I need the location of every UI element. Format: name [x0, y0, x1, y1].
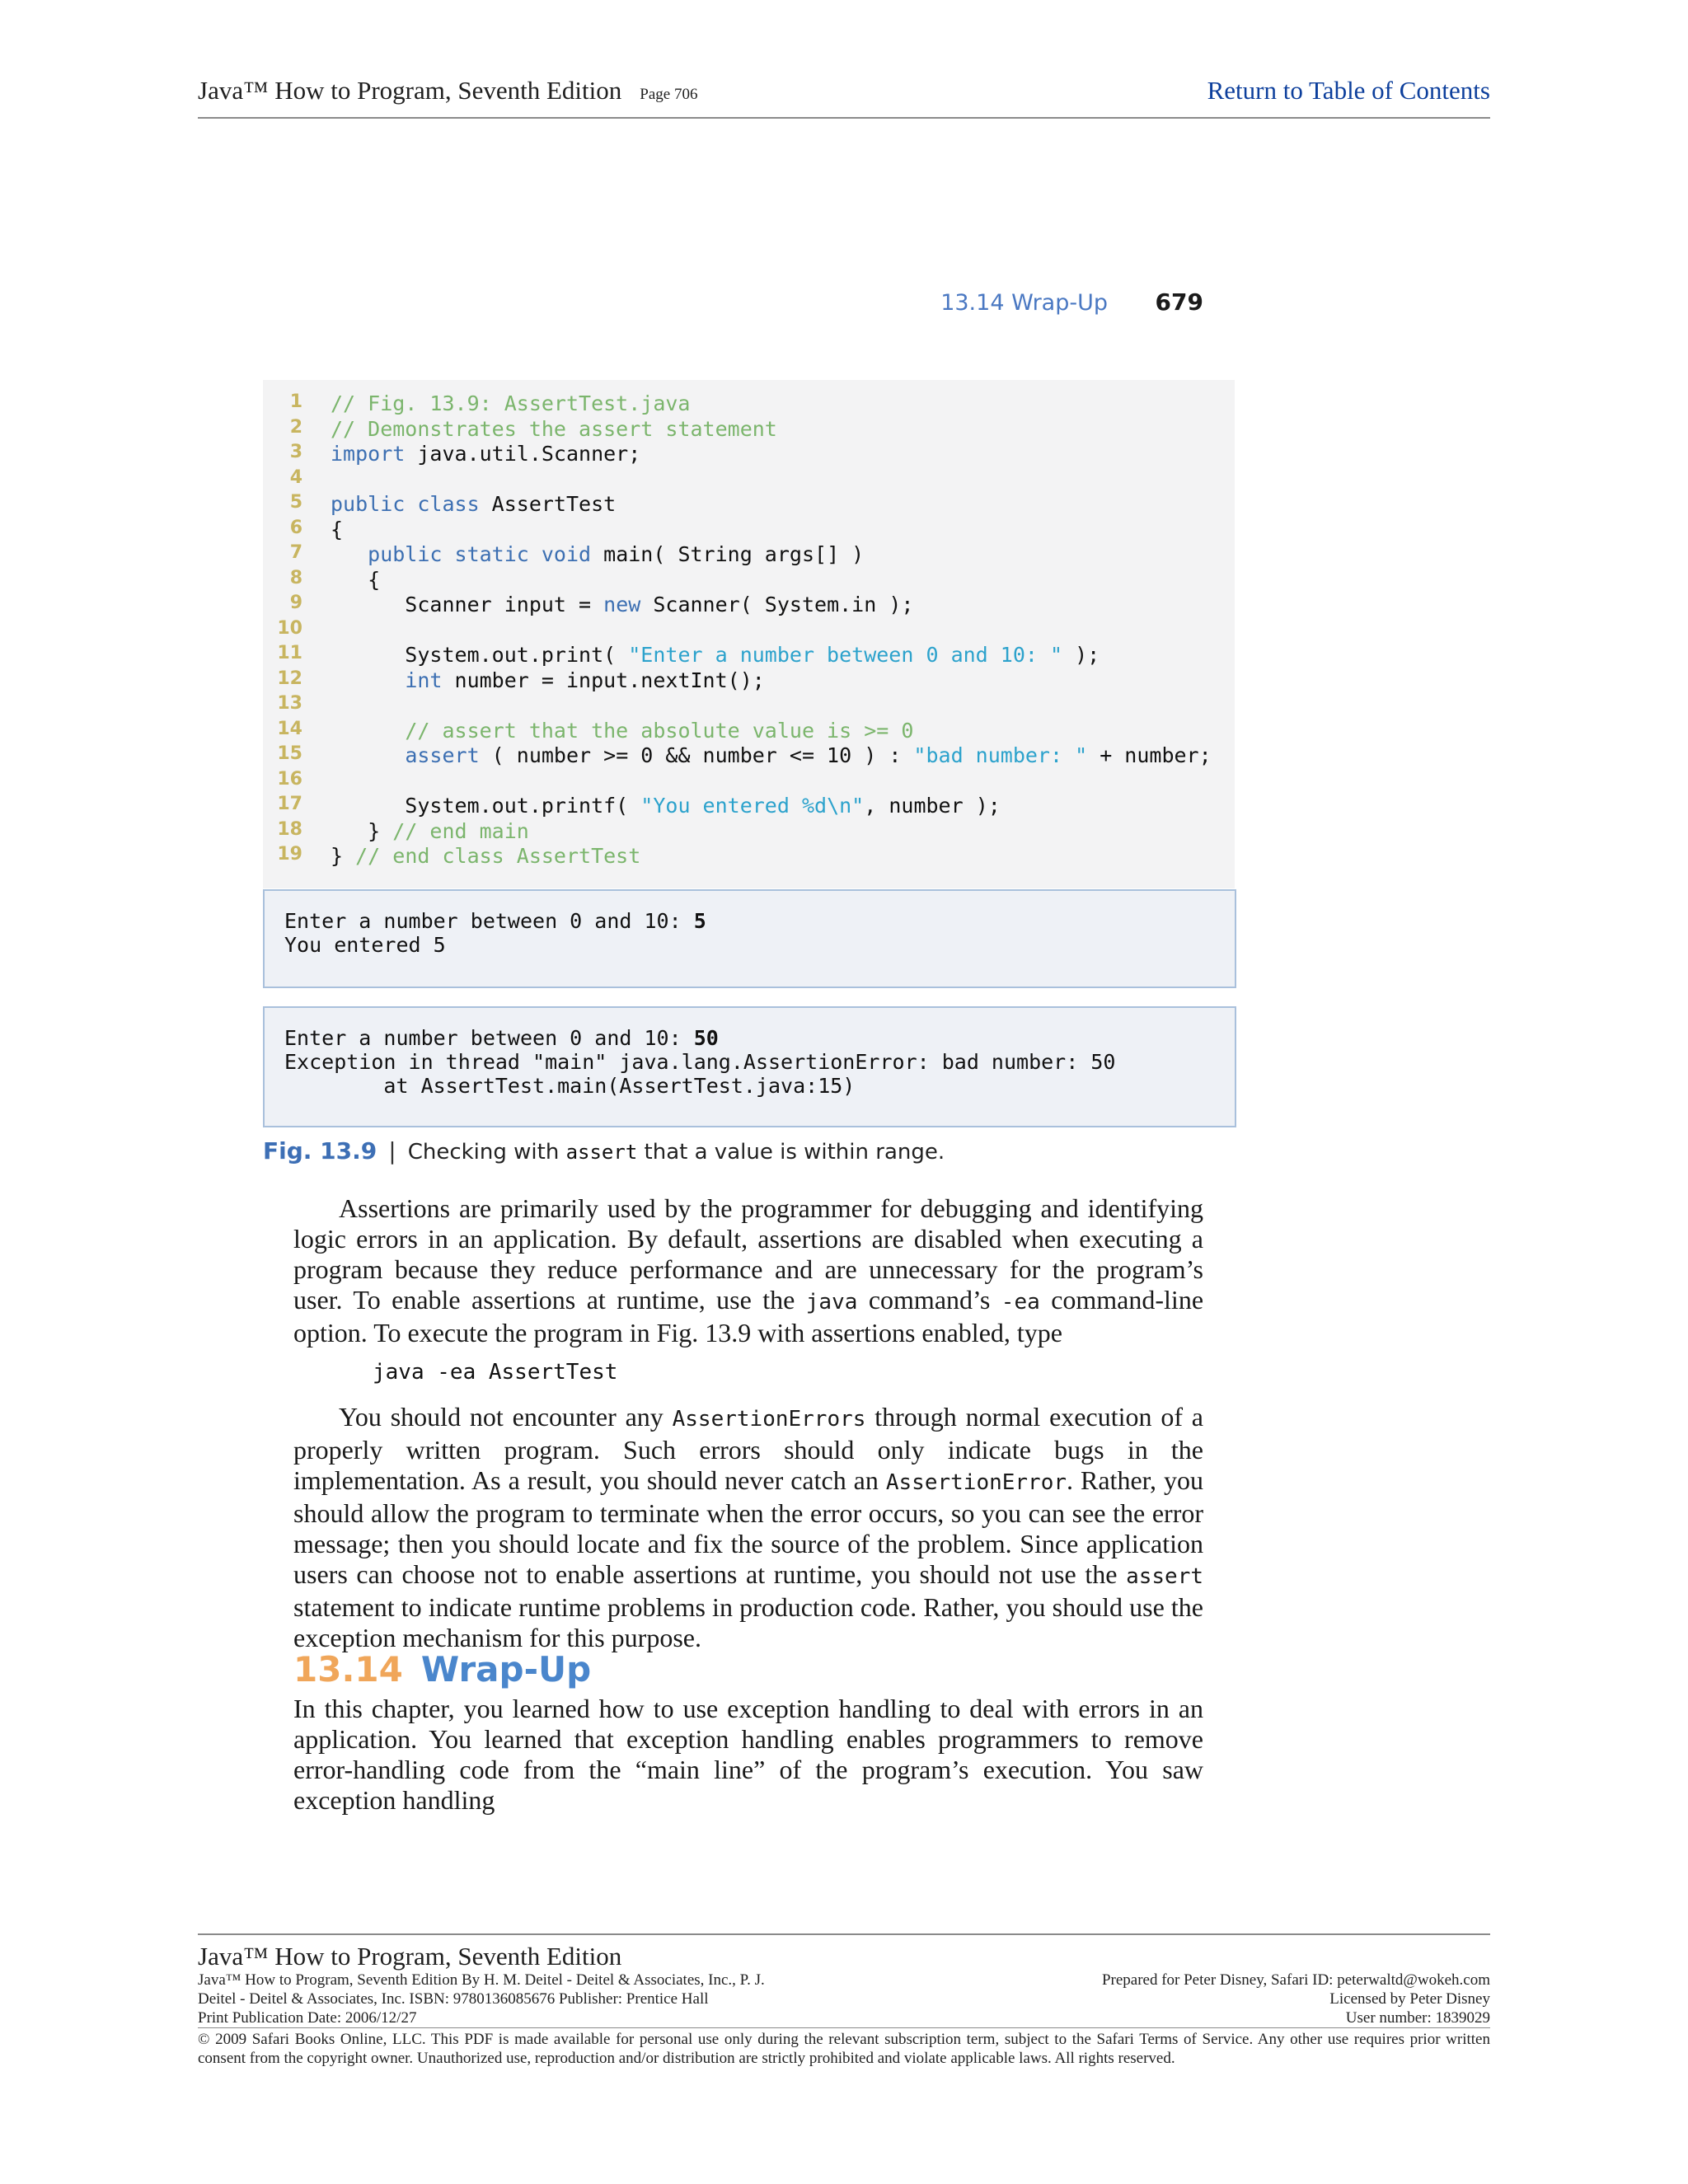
user-input: 5	[693, 909, 706, 933]
code-text: public static void main( String args[] )	[368, 542, 865, 566]
code-text: Scanner input = new Scanner( System.in );	[331, 593, 914, 616]
code-text: import java.util.Scanner;	[331, 442, 641, 466]
line-number: 19	[277, 844, 302, 865]
line-number: 11	[277, 643, 302, 663]
section-heading	[293, 1649, 591, 1690]
running-head-page-number: 679	[1155, 288, 1203, 316]
code-text: } // end main	[331, 818, 529, 843]
code-text: System.out.print( "Enter a number between 0 and 10: " );	[331, 643, 1100, 667]
code-text: // Demonstrates the assert statement	[331, 416, 777, 441]
line-number: 17	[277, 794, 302, 814]
code-line	[263, 518, 1235, 542]
line-number: 6	[289, 517, 302, 538]
code-text: // assert that the absolute value is >= 0	[405, 718, 914, 743]
code-text: System.out.printf( "You entered %d\n", number );	[331, 794, 1001, 818]
footer-publication-date: Print Publication Date: 2006/12/27	[198, 2009, 417, 2027]
code-line	[263, 794, 1235, 818]
code-line	[263, 719, 1235, 743]
section-title: Wrap-Up	[420, 1649, 592, 1690]
code-text: assert ( number >= 0 && number <= 10 ) : "bad number: " + number;	[405, 743, 1212, 767]
page-header	[198, 76, 1490, 119]
caption-divider: |	[388, 1137, 396, 1165]
header-page-label: Page 706	[640, 86, 698, 103]
line-number: 8	[289, 567, 302, 588]
code-line	[263, 442, 1235, 466]
line-number: 16	[277, 768, 302, 790]
line-number: 15	[277, 743, 302, 764]
code-text: // Fig. 13.9: AssertTest.java	[331, 391, 691, 415]
code-line	[263, 417, 1235, 442]
line-number: 5	[289, 492, 302, 513]
paragraph-assertions-intro: Assertions are primarily used by the programmer for debugging and identifying logic errors in an application. By default, assertions are disabled when executing a program because they reduce performance and are unnecessary for the program’s user. To enable assertions at runtime, use the java command’s -ea command-line option. To execute the program in Fig. 13.9 with assertions enabled, type	[293, 1193, 1204, 1347]
footer-copyright: © 2009 Safari Books Online, LLC. This PDF is made available for personal use only during the relevant subscription term, subject to the Safari Terms of Service. Any other use requires prior written consent from the copyright owner. Unauthorized use, reproduction and/or distribution are strictly prohibited and violate applicable laws. All rights reserved.	[198, 2027, 1490, 2068]
program-output-2	[263, 1006, 1236, 1127]
footer-book-info: Java™ How to Program, Seventh Edition By H. M. Deitel - Deitel & Associates, Inc., P. J.	[198, 1971, 765, 1989]
code-line	[263, 769, 1235, 794]
paragraph-assertion-errors: You should not encounter any AssertionErrors through normal execution of a properly written program. Such errors should only indicate bugs in the implementation. As a result, you should never catch an AssertionError. Rather, you should allow the program to terminate when the error occurs, so you can see the error message; then you should locate and fix the source of the problem. Since application users can choose not to enable assertions at runtime, you should not use the assert statement to indicate runtime problems in production code. Rather, you should use the exception mechanism for this purpose.	[293, 1402, 1204, 1652]
running-head	[907, 288, 1203, 321]
code-text: } // end class AssertTest	[331, 844, 641, 868]
code-line	[263, 467, 1235, 492]
output-line: at AssertTest.main(AssertTest.java:15)	[284, 1074, 856, 1098]
line-number: 3	[289, 442, 302, 462]
line-number: 7	[289, 542, 302, 563]
code-line	[263, 743, 1235, 768]
section-number: 13.14	[293, 1649, 403, 1690]
code-text: {	[331, 517, 344, 541]
output-line: Enter a number between 0 and 10: 5	[284, 909, 706, 933]
line-number: 13	[277, 693, 302, 714]
code-text: int number = input.nextInt();	[405, 668, 765, 692]
line-number: 18	[277, 818, 302, 840]
code-line	[263, 542, 1235, 567]
running-head-section: 13.14 Wrap-Up	[940, 290, 1108, 316]
code-text: public class AssertTest	[331, 492, 617, 516]
header-book-title: Java™ How to Program, Seventh Edition Page 706	[198, 76, 698, 105]
line-number: 14	[277, 718, 302, 739]
code-line	[263, 844, 1235, 869]
user-input: 50	[693, 1026, 719, 1050]
figure-label: Fig. 13.9	[263, 1137, 377, 1165]
code-line	[263, 593, 1235, 617]
page-footer	[198, 1933, 1490, 2067]
code-line	[263, 643, 1235, 668]
toc-link[interactable]: Return to Table of Contents	[1207, 76, 1490, 105]
code-line	[263, 391, 1235, 416]
line-number: 1	[289, 391, 302, 412]
footer-book-info: Deitel - Deitel & Associates, Inc. ISBN: 9780136085676 Publisher: Prentice Hall	[198, 1990, 709, 2008]
line-number: 10	[277, 617, 302, 639]
footer-user-number: User number: 1839029	[1345, 2009, 1490, 2027]
figure-caption	[263, 1137, 945, 1170]
line-number: 2	[289, 416, 302, 438]
footer-book-title: Java™ How to Program, Seventh Edition	[198, 1942, 622, 1971]
line-number: 12	[277, 668, 302, 689]
code-line	[263, 693, 1235, 718]
footer-prepared-for: Prepared for Peter Disney, Safari ID: peterwaltd@wokeh.com	[1101, 1971, 1490, 1989]
code-text: {	[331, 567, 381, 592]
code-line	[263, 618, 1235, 643]
output-line: Enter a number between 0 and 10: 50	[284, 1026, 719, 1050]
code-line	[263, 492, 1235, 517]
line-number: 4	[289, 466, 302, 488]
line-number: 9	[289, 593, 302, 613]
paragraph-wrap-up: In this chapter, you learned how to use exception handling to deal with errors in an application. You learned that exception handling enables programmers to remove error-handling code from the “main line” of the program’s execution. You saw exception handling	[293, 1694, 1203, 1815]
code-line	[263, 568, 1235, 593]
code-listing	[263, 380, 1235, 888]
code-line	[263, 819, 1235, 844]
code-line	[263, 668, 1235, 693]
caption-text: Checking with assert that a value is within range.	[407, 1140, 945, 1165]
command-example: java -ea AssertTest	[373, 1360, 618, 1385]
footer-licensed-by: Licensed by Peter Disney	[1329, 1990, 1490, 2008]
output-line: Exception in thread "main" java.lang.AssertionError: bad number: 50	[284, 1050, 1116, 1074]
output-line: You entered 5	[284, 933, 446, 957]
program-output-1	[263, 889, 1236, 988]
